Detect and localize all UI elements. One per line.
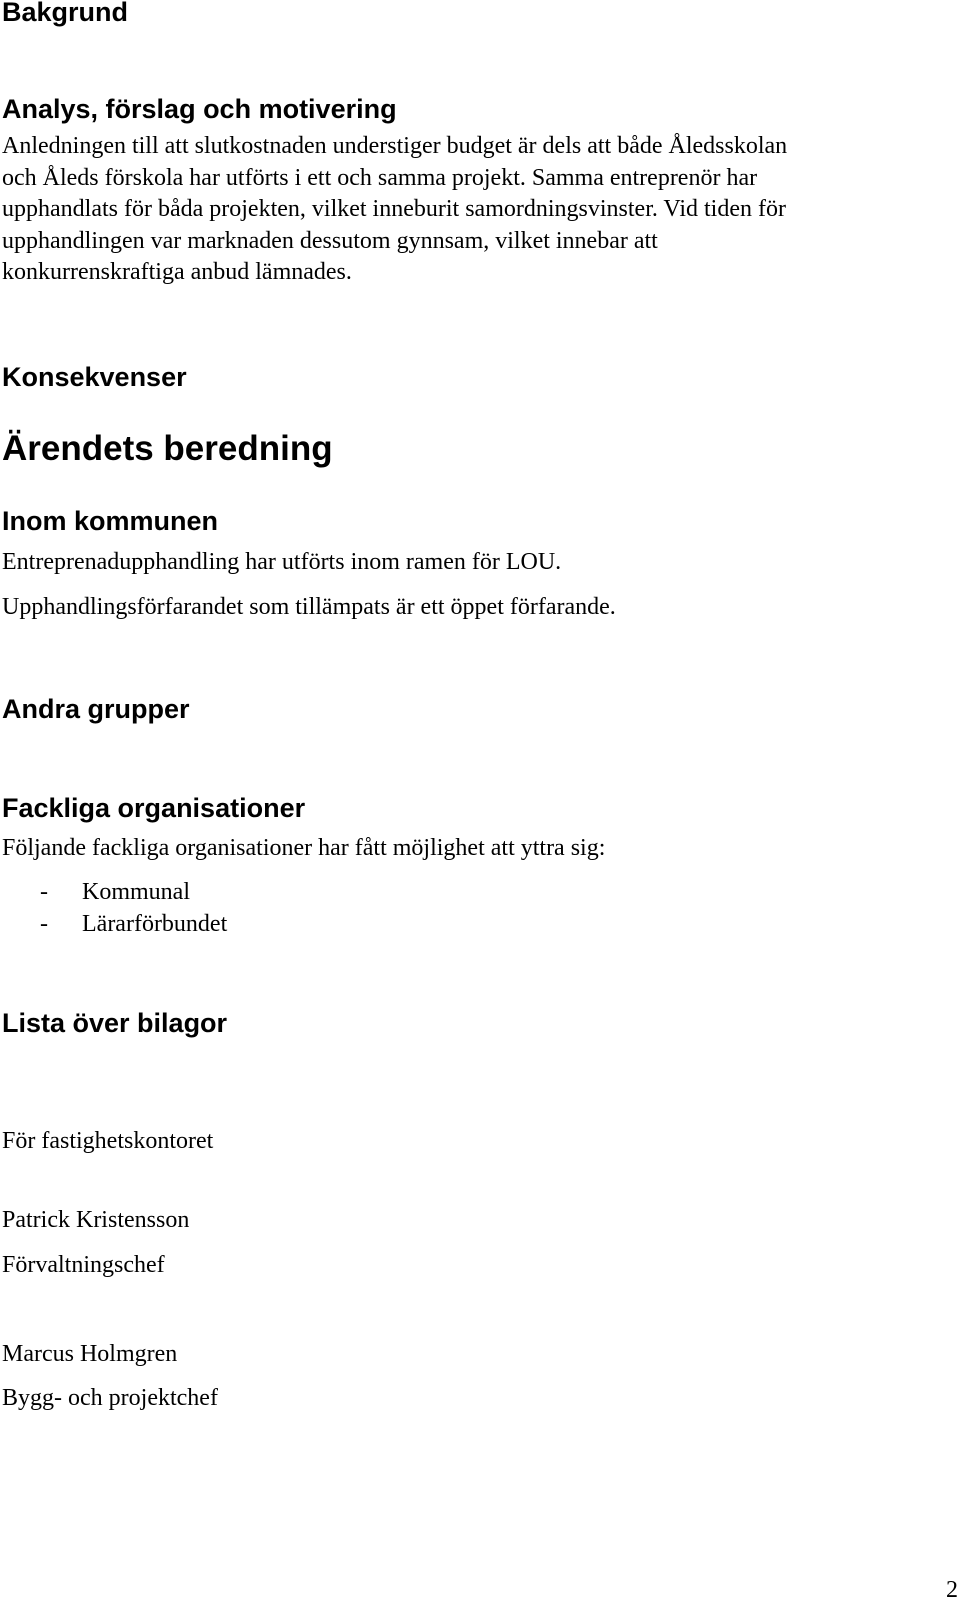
paragraph-line: upphandlats för båda projekten, vilket inneburit samordningsvinster. Vid tiden för bbox=[2, 196, 786, 222]
signature-person1-title: Förvaltningschef bbox=[2, 1252, 165, 1278]
fackliga-intro: Följande fackliga organisationer har fått möjlighet att yttra sig: bbox=[2, 835, 606, 861]
signature-person1-name: Patrick Kristensson bbox=[2, 1207, 190, 1233]
signature-office: För fastighetskontoret bbox=[2, 1128, 214, 1154]
inom-kommunen-line: Entreprenadupphandling har utförts inom ramen för LOU. bbox=[2, 549, 562, 575]
list-bullet: - bbox=[40, 911, 48, 937]
heading-konsekvenser: Konsekvenser bbox=[2, 362, 187, 392]
signature-person2-name: Marcus Holmgren bbox=[2, 1341, 178, 1367]
paragraph-line: upphandlingen var marknaden dessutom gynnsam, vilket innebar att bbox=[2, 227, 658, 254]
list-item: Lärarförbundet bbox=[82, 911, 228, 937]
paragraph-line: Anledningen till att slutkostnaden understiger budget är dels att både Åledsskolan bbox=[2, 133, 788, 159]
paragraph-line: konkurrenskraftiga anbud lämnades. bbox=[2, 259, 352, 285]
heading-bilagor: Lista över bilagor bbox=[2, 1008, 228, 1038]
heading-fackliga: Fackliga organisationer bbox=[2, 793, 306, 823]
heading-arendets-beredning: Ärendets beredning bbox=[2, 429, 333, 468]
page-number: 2 bbox=[946, 1577, 958, 1603]
heading-analys: Analys, förslag och motivering bbox=[2, 94, 397, 124]
heading-andra-grupper: Andra grupper bbox=[2, 694, 190, 724]
inom-kommunen-line: Upphandlingsförfarandet som tillämpats är ett öppet förfarande. bbox=[2, 594, 616, 620]
list-bullet: - bbox=[40, 879, 48, 905]
analys-paragraph bbox=[2, 131, 922, 289]
heading-inom-kommunen: Inom kommunen bbox=[2, 506, 219, 536]
paragraph-line: och Åleds förskola har utförts i ett och samma projekt. Samma entreprenör har bbox=[2, 164, 758, 191]
heading-bakgrund: Bakgrund bbox=[2, 0, 129, 27]
list-item: Kommunal bbox=[82, 879, 190, 905]
signature-person2-title: Bygg- och projektchef bbox=[2, 1385, 218, 1411]
